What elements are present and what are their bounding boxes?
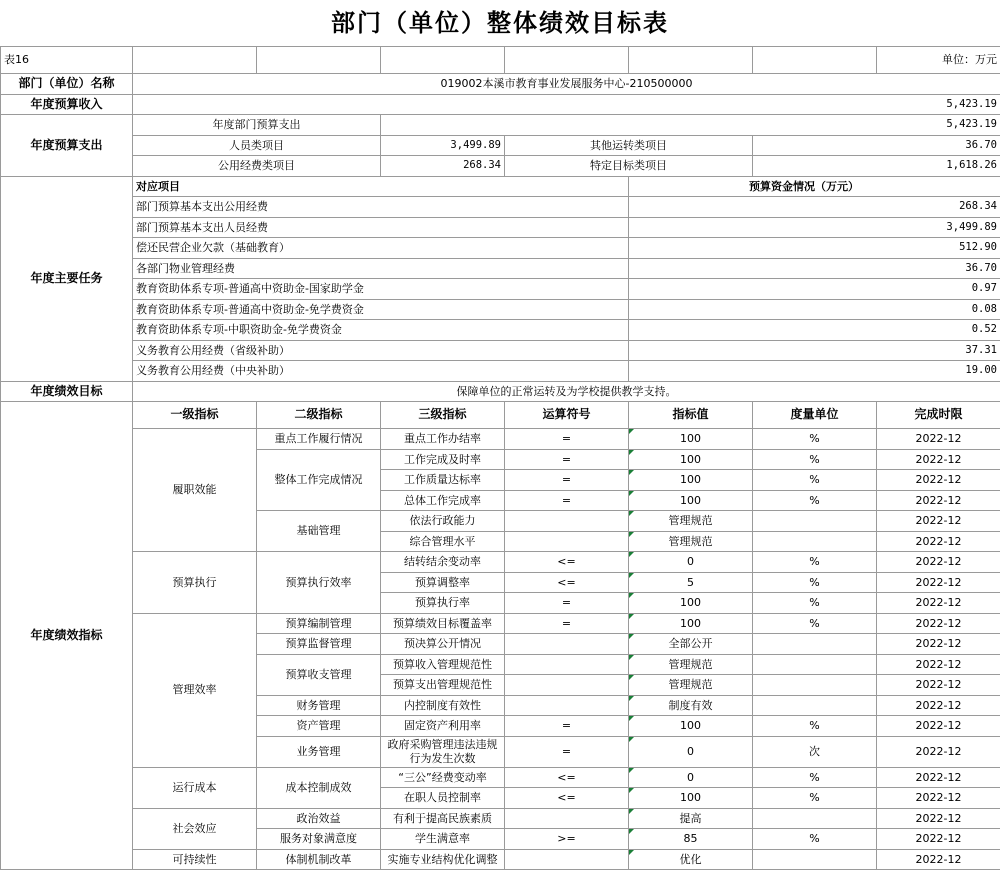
task-name: 教育资助体系专项-普通高中资助金-国家助学金 bbox=[133, 279, 629, 300]
task-row bbox=[1, 340, 1000, 361]
indicator-row bbox=[1, 767, 1000, 788]
indicator-value: 100 bbox=[629, 429, 753, 450]
personnel-label: 人员类项目 bbox=[133, 135, 381, 156]
task-value: 0.52 bbox=[629, 320, 1000, 341]
indicator-level2: 成本控制成效 bbox=[257, 767, 381, 808]
header-row bbox=[1, 47, 1000, 74]
dept-label: 部门（单位）名称 bbox=[1, 74, 133, 95]
indicator-operator: = bbox=[505, 429, 629, 450]
expend-row bbox=[1, 115, 1000, 136]
task-value: 19.00 bbox=[629, 361, 1000, 382]
indicator-level2: 重点工作履行情况 bbox=[257, 429, 381, 450]
indicator-level3: 预算执行率 bbox=[381, 593, 505, 614]
indicator-deadline: 2022-12 bbox=[877, 613, 1000, 634]
task-value: 36.70 bbox=[629, 258, 1000, 279]
indicator-operator: >= bbox=[505, 829, 629, 850]
task-value: 512.90 bbox=[629, 238, 1000, 259]
tasks-col-project: 对应项目 bbox=[133, 176, 629, 197]
indicator-level2: 预算收支管理 bbox=[257, 654, 381, 695]
indicator-level2: 预算编制管理 bbox=[257, 613, 381, 634]
expend-total-value: 5,423.19 bbox=[381, 115, 1000, 136]
indicator-level2: 服务对象满意度 bbox=[257, 829, 381, 850]
indicator-level3: “三公”经费变动率 bbox=[381, 767, 505, 788]
indicator-operator bbox=[505, 654, 629, 675]
indicator-operator bbox=[505, 695, 629, 716]
indicator-level2: 政治效益 bbox=[257, 808, 381, 829]
indicator-unit bbox=[753, 511, 877, 532]
task-row bbox=[1, 320, 1000, 341]
indicator-level3: 有利于提高民族素质 bbox=[381, 808, 505, 829]
indicator-operator: = bbox=[505, 736, 629, 767]
indicator-deadline: 2022-12 bbox=[877, 490, 1000, 511]
indicator-operator bbox=[505, 675, 629, 696]
indicator-header-row bbox=[1, 402, 1000, 429]
indicator-header-cell: 运算符号 bbox=[505, 402, 629, 429]
indicator-row bbox=[1, 552, 1000, 573]
indicator-level3: 工作质量达标率 bbox=[381, 470, 505, 491]
indicator-operator: = bbox=[505, 470, 629, 491]
indicator-deadline: 2022-12 bbox=[877, 654, 1000, 675]
indicator-level2: 资产管理 bbox=[257, 716, 381, 737]
indicator-unit: 次 bbox=[753, 736, 877, 767]
indicator-level1: 管理效率 bbox=[133, 613, 257, 767]
indicator-level3: 内控制度有效性 bbox=[381, 695, 505, 716]
indicator-unit: % bbox=[753, 490, 877, 511]
indicator-operator: = bbox=[505, 593, 629, 614]
indicator-deadline: 2022-12 bbox=[877, 511, 1000, 532]
task-name: 各部门物业管理经费 bbox=[133, 258, 629, 279]
indicator-unit bbox=[753, 654, 877, 675]
indicator-value: 0 bbox=[629, 736, 753, 767]
indicator-row bbox=[1, 808, 1000, 829]
indicator-deadline: 2022-12 bbox=[877, 767, 1000, 788]
task-name: 教育资助体系专项-中职资助金-免学费资金 bbox=[133, 320, 629, 341]
indicator-value: 提高 bbox=[629, 808, 753, 829]
indicator-unit: % bbox=[753, 429, 877, 450]
indicator-value: 100 bbox=[629, 716, 753, 737]
indicator-operator bbox=[505, 849, 629, 870]
task-row bbox=[1, 197, 1000, 218]
indicator-value: 0 bbox=[629, 767, 753, 788]
indicator-deadline: 2022-12 bbox=[877, 675, 1000, 696]
indicator-level3: 总体工作完成率 bbox=[381, 490, 505, 511]
indicator-deadline: 2022-12 bbox=[877, 829, 1000, 850]
indicator-unit: % bbox=[753, 552, 877, 573]
indicator-operator bbox=[505, 808, 629, 829]
task-value: 268.34 bbox=[629, 197, 1000, 218]
indicator-deadline: 2022-12 bbox=[877, 716, 1000, 737]
indicator-level3: 预决算公开情况 bbox=[381, 634, 505, 655]
indicator-value: 100 bbox=[629, 593, 753, 614]
indicator-operator bbox=[505, 511, 629, 532]
other-value: 36.70 bbox=[753, 135, 1000, 156]
goal-text: 保障单位的正常运转及为学校提供教学支持。 bbox=[133, 381, 1000, 402]
goal-row bbox=[1, 381, 1000, 402]
indicator-unit: % bbox=[753, 767, 877, 788]
task-name: 偿还民营企业欠款（基础教育） bbox=[133, 238, 629, 259]
indicator-unit bbox=[753, 634, 877, 655]
indicator-level3: 结转结余变动率 bbox=[381, 552, 505, 573]
indicator-unit: % bbox=[753, 788, 877, 809]
expend-label: 年度预算支出 bbox=[1, 115, 133, 177]
task-value: 0.08 bbox=[629, 299, 1000, 320]
indicator-unit: % bbox=[753, 572, 877, 593]
indicator-operator: = bbox=[505, 613, 629, 634]
indicator-level3: 工作完成及时率 bbox=[381, 449, 505, 470]
indicator-deadline: 2022-12 bbox=[877, 429, 1000, 450]
indicator-level3: 预算绩效目标覆盖率 bbox=[381, 613, 505, 634]
expend-row bbox=[1, 156, 1000, 177]
task-row bbox=[1, 217, 1000, 238]
special-value: 1,618.26 bbox=[753, 156, 1000, 177]
indicator-unit bbox=[753, 808, 877, 829]
indicator-deadline: 2022-12 bbox=[877, 808, 1000, 829]
income-row bbox=[1, 94, 1000, 115]
indicator-level1: 运行成本 bbox=[133, 767, 257, 808]
indicator-value: 管理规范 bbox=[629, 654, 753, 675]
indicator-operator bbox=[505, 531, 629, 552]
indicator-header-cell: 完成时限 bbox=[877, 402, 1000, 429]
indicator-unit bbox=[753, 695, 877, 716]
indicator-value: 优化 bbox=[629, 849, 753, 870]
indicator-level3: 依法行政能力 bbox=[381, 511, 505, 532]
indicator-operator: <= bbox=[505, 572, 629, 593]
indicator-unit: % bbox=[753, 449, 877, 470]
indicator-value: 制度有效 bbox=[629, 695, 753, 716]
expend-row bbox=[1, 135, 1000, 156]
unit-label: 单位：万元 bbox=[877, 47, 1000, 74]
indicator-deadline: 2022-12 bbox=[877, 634, 1000, 655]
indicator-level3: 综合管理水平 bbox=[381, 531, 505, 552]
indicator-operator: <= bbox=[505, 552, 629, 573]
indicator-deadline: 2022-12 bbox=[877, 593, 1000, 614]
tasks-label: 年度主要任务 bbox=[1, 176, 133, 381]
task-value: 0.97 bbox=[629, 279, 1000, 300]
indicator-row bbox=[1, 429, 1000, 450]
indicator-operator: = bbox=[505, 490, 629, 511]
task-row bbox=[1, 279, 1000, 300]
special-label: 特定目标类项目 bbox=[505, 156, 753, 177]
dept-row bbox=[1, 74, 1000, 95]
indicator-unit: % bbox=[753, 829, 877, 850]
indicator-level3: 预算收入管理规范性 bbox=[381, 654, 505, 675]
indicator-operator bbox=[505, 634, 629, 655]
indicator-unit: % bbox=[753, 593, 877, 614]
indicator-level2: 预算监督管理 bbox=[257, 634, 381, 655]
task-value: 37.31 bbox=[629, 340, 1000, 361]
indicator-deadline: 2022-12 bbox=[877, 470, 1000, 491]
indicator-unit bbox=[753, 675, 877, 696]
indicator-level1: 预算执行 bbox=[133, 552, 257, 614]
indicator-value: 全部公开 bbox=[629, 634, 753, 655]
task-name: 义务教育公用经费（中央补助） bbox=[133, 361, 629, 382]
indicator-level3: 政府采购管理违法违规行为发生次数 bbox=[381, 736, 505, 767]
indicator-header-cell: 三级指标 bbox=[381, 402, 505, 429]
dept-name: 019002本溪市教育事业发展服务中心-210500000 bbox=[133, 74, 1000, 95]
tasks-header-row bbox=[1, 176, 1000, 197]
indicator-level1: 履职效能 bbox=[133, 429, 257, 552]
indicator-deadline: 2022-12 bbox=[877, 849, 1000, 870]
indicator-operator: <= bbox=[505, 767, 629, 788]
task-row bbox=[1, 238, 1000, 259]
indicator-level2: 基础管理 bbox=[257, 511, 381, 552]
page-title: 部门（单位）整体绩效目标表 bbox=[331, 9, 669, 37]
indicator-header-cell: 二级指标 bbox=[257, 402, 381, 429]
indicator-value: 管理规范 bbox=[629, 531, 753, 552]
task-name: 教育资助体系专项-普通高中资助金-免学费资金 bbox=[133, 299, 629, 320]
indicator-deadline: 2022-12 bbox=[877, 572, 1000, 593]
indicator-header-cell: 指标值 bbox=[629, 402, 753, 429]
public-label: 公用经费类项目 bbox=[133, 156, 381, 177]
indicator-deadline: 2022-12 bbox=[877, 695, 1000, 716]
indicator-value: 0 bbox=[629, 552, 753, 573]
table-number: 表16 bbox=[1, 47, 133, 74]
indicator-level3: 预算调整率 bbox=[381, 572, 505, 593]
expend-total-label: 年度部门预算支出 bbox=[133, 115, 381, 136]
task-name: 义务教育公用经费（省级补助） bbox=[133, 340, 629, 361]
indicator-value: 5 bbox=[629, 572, 753, 593]
task-name: 部门预算基本支出公用经费 bbox=[133, 197, 629, 218]
indicator-deadline: 2022-12 bbox=[877, 552, 1000, 573]
indicator-deadline: 2022-12 bbox=[877, 531, 1000, 552]
indicator-unit: % bbox=[753, 613, 877, 634]
task-value: 3,499.89 bbox=[629, 217, 1000, 238]
indicator-level3: 固定资产利用率 bbox=[381, 716, 505, 737]
indicator-level3: 重点工作办结率 bbox=[381, 429, 505, 450]
indicator-level3: 实施专业结构优化调整 bbox=[381, 849, 505, 870]
indicator-value: 100 bbox=[629, 449, 753, 470]
indicator-level3: 在职人员控制率 bbox=[381, 788, 505, 809]
income-label: 年度预算收入 bbox=[1, 94, 133, 115]
indicator-operator: <= bbox=[505, 788, 629, 809]
indicator-level1: 社会效应 bbox=[133, 808, 257, 849]
indicator-level2: 预算执行效率 bbox=[257, 552, 381, 614]
indicator-unit bbox=[753, 531, 877, 552]
indicator-value: 85 bbox=[629, 829, 753, 850]
indicator-operator: = bbox=[505, 449, 629, 470]
indicator-row bbox=[1, 613, 1000, 634]
indicator-value: 100 bbox=[629, 613, 753, 634]
indicator-deadline: 2022-12 bbox=[877, 736, 1000, 767]
personnel-value: 3,499.89 bbox=[381, 135, 505, 156]
indicator-deadline: 2022-12 bbox=[877, 449, 1000, 470]
indicator-value: 100 bbox=[629, 788, 753, 809]
task-row bbox=[1, 258, 1000, 279]
other-label: 其他运转类项目 bbox=[505, 135, 753, 156]
performance-table bbox=[0, 46, 1000, 870]
indicator-value: 100 bbox=[629, 470, 753, 491]
indicator-level1: 可持续性 bbox=[133, 849, 257, 870]
indicator-unit: % bbox=[753, 716, 877, 737]
task-name: 部门预算基本支出人员经费 bbox=[133, 217, 629, 238]
indicator-level2: 体制机制改革 bbox=[257, 849, 381, 870]
indicator-row bbox=[1, 849, 1000, 870]
goal-label: 年度绩效目标 bbox=[1, 381, 133, 402]
indicator-value: 100 bbox=[629, 490, 753, 511]
task-row bbox=[1, 299, 1000, 320]
indicator-unit bbox=[753, 849, 877, 870]
indicator-header-cell: 一级指标 bbox=[133, 402, 257, 429]
indicator-operator: = bbox=[505, 716, 629, 737]
indicator-level2: 整体工作完成情况 bbox=[257, 449, 381, 511]
indicator-level3: 预算支出管理规范性 bbox=[381, 675, 505, 696]
indicator-level2: 业务管理 bbox=[257, 736, 381, 767]
indicator-value: 管理规范 bbox=[629, 675, 753, 696]
indicator-level2: 财务管理 bbox=[257, 695, 381, 716]
income-value: 5,423.19 bbox=[133, 94, 1000, 115]
indicator-deadline: 2022-12 bbox=[877, 788, 1000, 809]
tasks-col-budget: 预算资金情况（万元） bbox=[629, 176, 1000, 197]
indicators-label: 年度绩效指标 bbox=[1, 402, 133, 870]
task-row bbox=[1, 361, 1000, 382]
indicator-level3: 学生满意率 bbox=[381, 829, 505, 850]
indicator-value: 管理规范 bbox=[629, 511, 753, 532]
indicator-header-cell: 度量单位 bbox=[753, 402, 877, 429]
indicator-unit: % bbox=[753, 470, 877, 491]
public-value: 268.34 bbox=[381, 156, 505, 177]
